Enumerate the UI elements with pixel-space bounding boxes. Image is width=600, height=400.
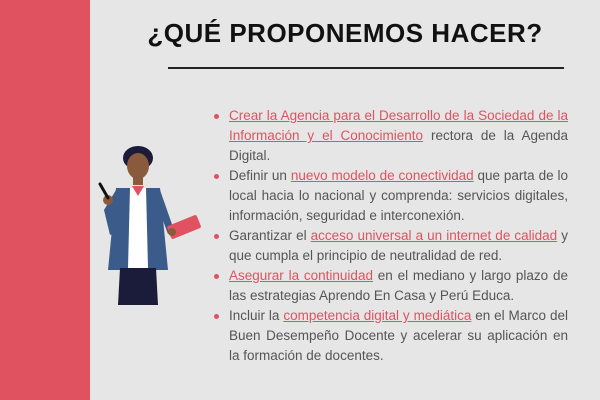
title-divider bbox=[168, 67, 564, 69]
page-title: ¿QUÉ PROPONEMOS HACER? bbox=[147, 18, 543, 48]
highlighted-text: nuevo modelo de conectividad bbox=[290, 168, 474, 183]
list-item: Crear la Agencia para el Desarrollo de la Sociedad de la Información y el Conocimiento rectora de la Agenda Digital. bbox=[214, 106, 568, 166]
list-item: Asegurar la continuidad en el mediano y largo plazo de las estrategias Aprendo En Casa y Perú Educa. bbox=[214, 266, 568, 306]
list-item: Incluir la competencia digital y mediática en el Marco del Buen Desempeño Docente y acelerar su aplicación en la formación de docentes. bbox=[214, 306, 568, 366]
highlighted-text: Crear la Agencia para el Desarrollo de la Sociedad de la Información y el Conocimiento bbox=[229, 108, 568, 143]
list-item: Definir un nuevo modelo de conectividad que parta de lo local hacia lo nacional y comprenda: servicios digitales, información, seguridad e interconexión. bbox=[214, 166, 568, 226]
highlighted-text: Asegurar la continuidad bbox=[229, 268, 373, 283]
proposal-list bbox=[214, 106, 568, 366]
teacher-illustration bbox=[88, 140, 208, 310]
list-item: Garantizar el acceso universal a un internet de calidad y que cumpla el principio de neutralidad de red. bbox=[214, 226, 568, 266]
left-accent-band bbox=[0, 0, 90, 400]
highlighted-text: competencia digital y mediática bbox=[283, 308, 472, 323]
highlighted-text: acceso universal a un internet de calidad bbox=[310, 228, 558, 243]
